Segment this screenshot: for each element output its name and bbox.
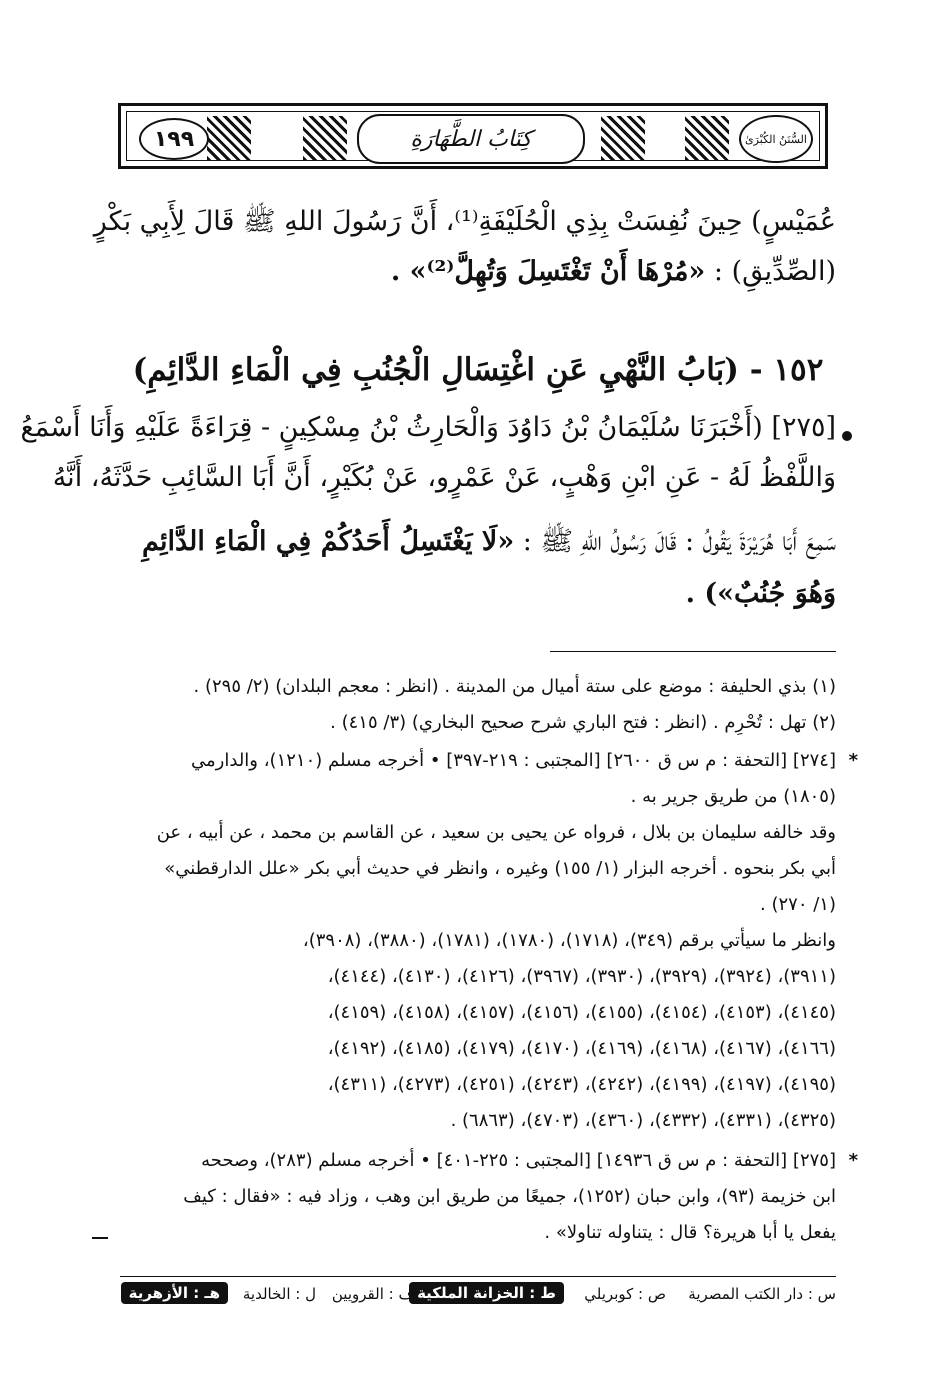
page-number: ١٩٩ bbox=[139, 118, 209, 160]
text-span: (الصِّدِّيقِ) : bbox=[705, 256, 836, 287]
note-line: (٤١٤٥)، (٤١٥٣)، (٤١٥٤)، (٤١٥٥)، (٤١٥٦)، (٤١٥٧)، (٤١٥٨)، (٤١٥٩)، bbox=[327, 1002, 836, 1023]
hadith-quote: «مُرْهَا أَنْ تَغْتَسِلَ وَتُهِلَّ⁽²⁾» . bbox=[390, 256, 706, 287]
page-header bbox=[118, 103, 828, 169]
note-text: [٢٧٤] [التحفة : م س ق ٢٦٠٠] [المجتبى : ٢١٩-٣٩٧] • أخرجه مسلم (١٢١٠)، والدارمي bbox=[191, 750, 836, 771]
hadith-275 bbox=[20, 410, 836, 630]
siglum: ف : القرويين bbox=[331, 1285, 414, 1303]
note-line bbox=[120, 1150, 858, 1171]
note-line: ابن خزيمة (٩٣)، وابن حبان (١٢٥٢)، جميعًا من طريق ابن وهب ، وزاد فيه : «فقال : كيف bbox=[183, 1186, 836, 1207]
hadith-quote: «لَا يَغْتَسِلُ أَحَدُكُمْ فِي الْمَاءِ الدَّائِمِ bbox=[141, 526, 515, 557]
footnote: (٢) تهل : تُحْرِم . (انظر : فتح الباري شرح صحيح البخاري) (٣/ ٤١٥) . bbox=[330, 712, 836, 733]
section-title: كِتَابُ الطَّهَارَةِ bbox=[357, 114, 585, 164]
text-line: وَاللَّفْظُ لَهُ - عَنِ ابْنِ وَهْبٍ، عَنْ عَمْرٍو، عَنْ بُكَيْرٍ، أَنَّ أَبَا السَّائِبِ حَدَّثَهُ، أَنَّهُ bbox=[52, 462, 836, 493]
note-line: (١/ ٢٧٠) . bbox=[760, 894, 836, 915]
bullet-icon bbox=[842, 431, 852, 441]
ornament-icon bbox=[207, 116, 251, 160]
chapter-heading: ١٥٢ - (بَابُ النَّهْيِ عَنِ اغْتِسَالِ الْجُنُبِ فِي الْمَاءِ الدَّائِمِ) bbox=[132, 352, 824, 388]
text-line: وَهُوَ جُنُبٌ») . bbox=[685, 578, 836, 609]
manuscript-sigla bbox=[120, 1282, 836, 1312]
footer-divider bbox=[120, 1276, 836, 1277]
text-line: [٢٧٥] (أَخْبَرَنَا سُلَيْمَانُ بْنُ دَاوُدَ وَالْحَارِثُ بْنُ مِسْكِينٍ - قِرَاءَةً عَلَيْهِ وَأَنَا أَسْمَعُ bbox=[20, 412, 836, 443]
footnote: (١) بذي الحليفة : موضع على ستة أميال من المدينة . (انظر : معجم البلدان) (٢/ ٢٩٥) . bbox=[193, 676, 836, 697]
ornament-icon bbox=[601, 116, 645, 160]
text-line: عُمَيْسٍ) حِينَ نُفِسَتْ بِذِي الْحُلَيْفَةِ⁽¹⁾، أَنَّ رَسُولَ اللهِ ﷺ قَالَ لِأَبِي بَكْرٍ bbox=[93, 206, 836, 237]
text-span: سَمِعَ أَبَا هُرَيْرَةَ يَقُولُ : قَالَ رَسُولُ اللهِ ﷺ : bbox=[514, 526, 836, 557]
ornament-icon bbox=[685, 116, 729, 160]
seal-text: السُّنَنُ الكُبْرَىٰ bbox=[745, 132, 807, 146]
note-line: (٤٣٢٥)، (٤٣٣١)، (٤٣٣٢)، (٤٣٦٠)، (٤٧٠٣)، (٦٨٦٣) . bbox=[450, 1110, 836, 1131]
note-line: (٤١٦٦)، (٤١٦٧)، (٤١٦٨)، (٤١٦٩)، (٤١٧٠)، (٤١٧٩)، (٤١٨٥)، (٤١٩٢)، bbox=[327, 1038, 836, 1059]
ornament-icon bbox=[303, 116, 347, 160]
siglum: ص : كوبريلي bbox=[584, 1285, 666, 1303]
margin-dash bbox=[92, 1237, 108, 1239]
note-line: (٤١٩٥)، (٤١٩٧)، (٤١٩٩)، (٤٢٤٢)، (٤٢٤٣)، (٤٢٥١)، (٤٢٧٣)، (٤٣١١)، bbox=[327, 1074, 836, 1095]
text-line bbox=[120, 524, 836, 564]
asterisk-icon: * bbox=[848, 1150, 858, 1171]
note-line: (١٨٠٥) من طريق جرير به . bbox=[630, 786, 836, 807]
note-line: وانظر ما سيأتي برقم (٣٤٩)، (١٧١٨)، (١٧٨٠)، (١٧٨١)، (٣٨٨٠)، (٣٩٠٨)، bbox=[302, 930, 836, 951]
asterisk-icon: * bbox=[848, 750, 858, 771]
text-line bbox=[120, 256, 836, 287]
siglum-highlight: هـ : الأزهرية bbox=[121, 1282, 228, 1304]
note-line bbox=[120, 750, 858, 771]
note-text: [٢٧٥] [التحفة : م س ق ١٤٩٣٦] [المجتبى : ٢٢٥-٤٠١] • أخرجه مسلم (٢٨٣)، وصححه bbox=[201, 1150, 836, 1171]
note-line: أبي بكر بنحوه . أخرجه البزار (١/ ١٥٥) وغيره ، وانظر في حديث أبي بكر «علل الدارقطني» bbox=[164, 858, 836, 879]
main-text-top bbox=[93, 190, 836, 310]
siglum: ل : الخالدية bbox=[242, 1285, 316, 1303]
book-seal-icon bbox=[739, 115, 813, 163]
note-line: وقد خالفه سليمان بن بلال ، فرواه عن يحيى بن سعيد ، عن القاسم بن محمد ، عن أبيه ، عن bbox=[156, 822, 836, 843]
note-line: (٣٩١١)، (٣٩٢٤)، (٣٩٢٩)، (٣٩٣٠)، (٣٩٦٧)، (٤١٢٦)، (٤١٣٠)، (٤١٤٤)، bbox=[327, 966, 836, 987]
note-line: يفعل يا أبا هريرة؟ قال : يتناوله تناولا» . bbox=[544, 1222, 836, 1243]
siglum-highlight: ط : الخزانة الملكية bbox=[409, 1282, 564, 1304]
siglum: س : دار الكتب المصرية bbox=[688, 1285, 836, 1303]
footnote-divider bbox=[550, 651, 836, 652]
